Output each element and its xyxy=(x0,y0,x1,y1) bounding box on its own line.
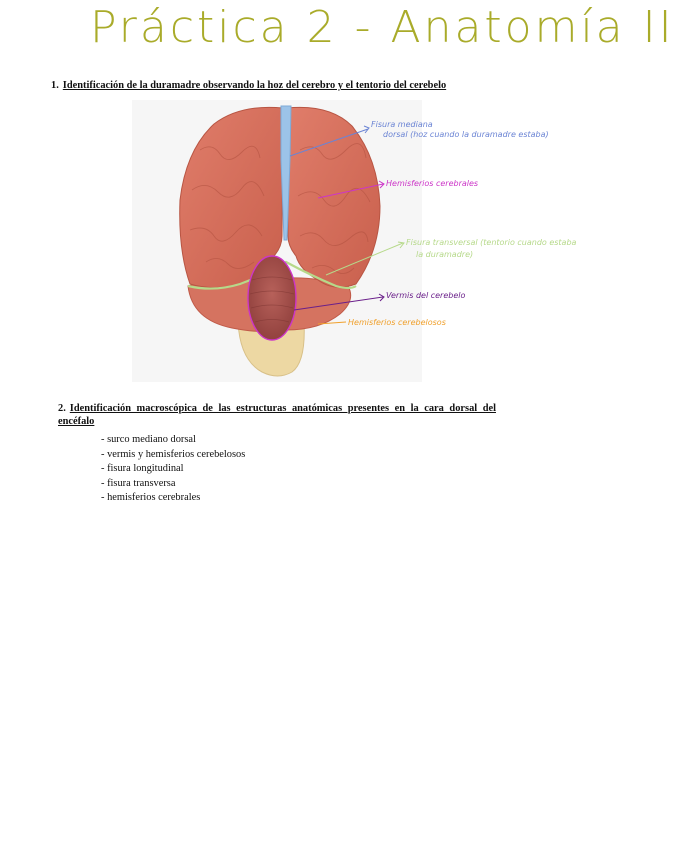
annotation-median-fissure-note: dorsal (hoz cuando la duramadre estaba) xyxy=(383,130,549,139)
list-item: - fisura longitudinal xyxy=(101,462,245,477)
section-2-number: 2. xyxy=(58,403,66,414)
list-item: - fisura transversa xyxy=(101,477,245,492)
page-title-text: Práctica 2 - Anatomía II xyxy=(90,2,675,53)
section-1-heading-text: Identificación de la duramadre observando la hoz del cerebro y el tentorio del cerebelo xyxy=(62,80,447,91)
section-2-heading-text: Identificación macroscópica de las estructuras anatómicas presentes en la cara dorsal del encéfalo xyxy=(58,403,496,427)
annotation-median-fissure: Fisura mediana xyxy=(371,120,433,129)
vermis xyxy=(248,256,296,340)
annotation-cerebral-hemispheres: Hemisferios cerebrales xyxy=(386,179,479,188)
annotation-transverse-fissure-note: la duramadre) xyxy=(416,250,474,259)
annotation-vermis: Vermis del cerebelo xyxy=(386,291,466,300)
annotation-cerebellar-hemispheres: Hemisferios cerebelosos xyxy=(348,318,446,327)
list-item: - hemisferios cerebrales xyxy=(101,491,245,506)
section-1-number: 1. xyxy=(51,80,59,91)
annotation-transverse-fissure: Fisura transversal (tentorio cuando estaba xyxy=(406,238,577,247)
section-2-heading xyxy=(58,402,496,428)
brain-figure xyxy=(0,0,601,400)
structures-list xyxy=(101,433,245,506)
list-item: - vermis y hemisferios cerebelosos xyxy=(101,448,245,463)
list-item: - surco mediano dorsal xyxy=(101,433,245,448)
